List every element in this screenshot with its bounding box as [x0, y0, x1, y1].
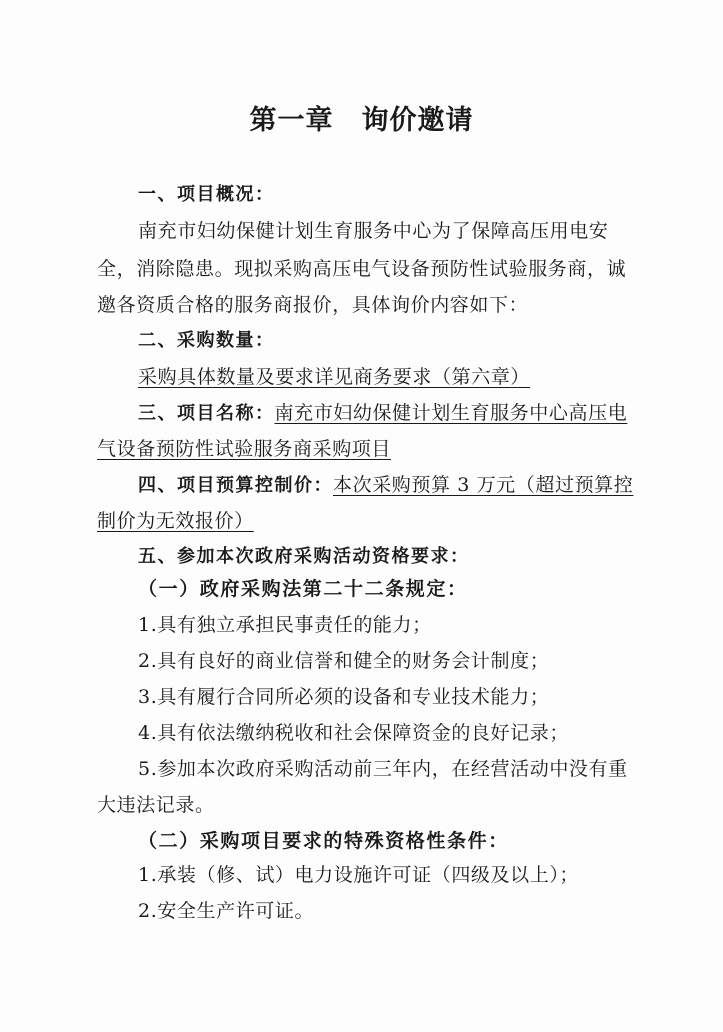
section-heading-project-name: 三、项目名称： [138, 403, 275, 424]
subsection-heading-law: （一）政府采购法第二十二条规定： [138, 578, 468, 600]
section-heading-budget: 四、项目预算控制价： [138, 475, 333, 496]
requirement-item-2: 2.具有良好的商业信誉和健全的财务会计制度； [138, 650, 550, 672]
special-item-2: 2.安全生产许可证。 [138, 900, 315, 922]
requirement-item-4: 4.具有依法缴纳税收和社会保障资金的良好记录； [138, 722, 569, 744]
overview-line-3: 邀各资质合格的服务商报价，具体询价内容如下： [97, 294, 529, 316]
quantity-text: 采购具体数量及要求详见商务要求（第六章） [138, 366, 531, 388]
requirement-item-1: 1.具有独立承担民事责任的能力； [138, 614, 432, 636]
requirement-item-5-cont: 大违法记录。 [97, 794, 215, 816]
section-heading-overview: 一、项目概况： [138, 184, 275, 205]
special-item-1: 1.承装（修、试）电力设施许可证（四级及以上）； [138, 864, 580, 886]
budget-text-1: 本次采购预算 3 万元（超过预算控 [333, 474, 634, 496]
budget-text-2: 制价为无效报价） [97, 510, 254, 532]
overview-line-2: 全，消除隐患。现拟采购高压电气设备预防性试验服务商，诚 [97, 258, 627, 280]
section-heading-quantity: 二、采购数量： [138, 330, 275, 351]
overview-line-1: 南充市妇幼保健计划生育服务中心为了保障高压用电安 [138, 220, 609, 242]
chapter-title: 第一章 询价邀请 [249, 105, 474, 136]
requirement-item-5: 5.参加本次政府采购活动前三年内，在经营活动中没有重 [138, 758, 628, 780]
subsection-heading-special: （二）采购项目要求的特殊资格性条件： [138, 830, 509, 852]
budget-row [138, 472, 633, 499]
project-name-text-1: 南充市妇幼保健计划生育服务中心高压电 [274, 402, 628, 424]
project-name-row [138, 400, 627, 427]
requirement-item-3: 3.具有履行合同所必须的设备和专业技术能力； [138, 686, 550, 708]
section-heading-qualification: 五、参加本次政府采购活动资格要求： [138, 546, 470, 567]
project-name-text-2: 气设备预防性试验服务商采购项目 [97, 438, 392, 460]
